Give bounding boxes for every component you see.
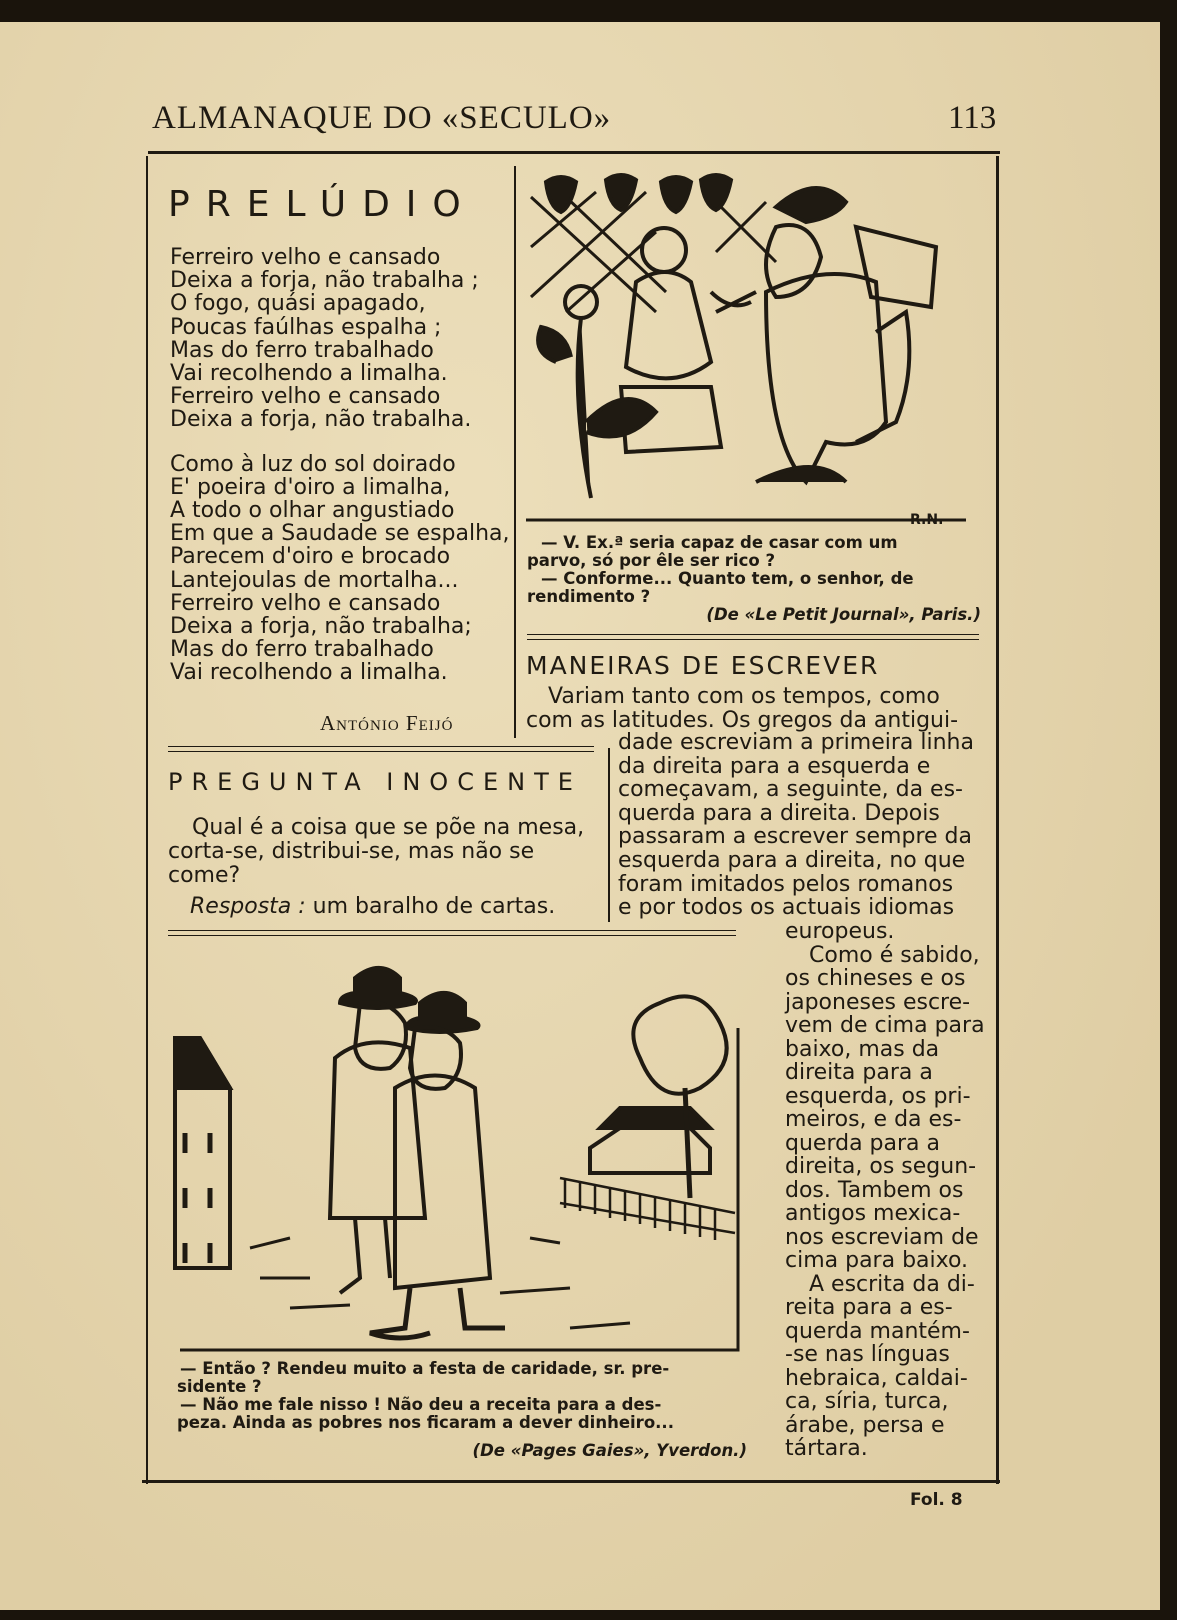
caption-line: peza. Ainda as pobres nos ficaram a dever dinheiro... xyxy=(177,1413,674,1432)
article-line: passaram a escrever sempre da xyxy=(618,824,972,850)
poem-line: Deixa a forja, não trabalha ; xyxy=(170,268,479,294)
answer-text: um baralho de cartas. xyxy=(305,894,556,919)
column-divider-top xyxy=(514,166,516,738)
frame-top-rule xyxy=(148,151,1000,154)
poem-line: Deixa a forja, não trabalha. xyxy=(170,407,472,433)
section-title-maneiras: MANEIRAS DE ESCREVER xyxy=(526,651,880,680)
section-rule xyxy=(527,634,979,640)
article-text-mid xyxy=(618,731,978,920)
poem-author: António Feijó xyxy=(320,711,454,735)
article-line: dos. Tambem os xyxy=(785,1177,964,1203)
poem-line: Ferreiro velho e cansado xyxy=(170,384,441,410)
answer-label: Resposta : xyxy=(190,894,306,919)
article-line: querda para a direita. Depois xyxy=(618,800,940,826)
caption-line: — V. Ex.ª seria capaz de casar com um xyxy=(541,533,898,552)
caption-line: — Então ? Rendeu muito a festa de caridade, sr. pre- xyxy=(180,1359,670,1378)
article-line: tártara. xyxy=(785,1436,868,1461)
article-line: antigos mexica- xyxy=(785,1201,961,1226)
article-line: dade escreviam a primeira linha xyxy=(618,730,974,755)
caption-source: (De «Pages Gaies», Yverdon.) xyxy=(472,1441,747,1460)
poem-line: Como à luz do sol doirado xyxy=(170,451,456,477)
article-line: meiros, e da es- xyxy=(785,1107,962,1132)
article-line: árabe, persa e xyxy=(785,1412,945,1438)
signature-mark: Fol. 8 xyxy=(910,1490,963,1510)
poem-line: Deixa a forja, não trabalha; xyxy=(170,614,472,640)
article-line: querda mantém- xyxy=(785,1318,970,1344)
poem-line: Ferreiro velho e cansado xyxy=(170,590,441,616)
poem-line: Mas do ferro trabalhado xyxy=(170,337,434,363)
article-line: -se nas línguas xyxy=(785,1342,950,1367)
article-line: A escrita da di- xyxy=(809,1271,975,1297)
poem-line: Ferreiro velho e cansado xyxy=(170,245,441,270)
poem-line: Parecem d'oiro e brocado xyxy=(170,544,451,570)
poem-body xyxy=(170,246,510,685)
frame-left-rule xyxy=(146,156,148,1484)
page-number: 113 xyxy=(948,100,997,136)
article-line: esquerda para a direita, no que xyxy=(618,847,966,873)
article-line: da direita para a esquerda e xyxy=(618,753,931,779)
column-divider-middle xyxy=(608,748,610,922)
caption-line: sidente ? xyxy=(177,1377,262,1396)
caption-line: rendimento ? xyxy=(527,587,651,606)
article-line: europeus. xyxy=(785,919,895,944)
poem-line: Lantejoulas de mortalha... xyxy=(170,567,459,593)
caption-line: — Conforme... Quanto tem, o senhor, de xyxy=(541,569,914,588)
poem-line: Vai recolhendo a limalha. xyxy=(170,361,448,387)
cartoon-illustration-couple xyxy=(526,172,976,532)
poem-line: A todo o olhar angustiado xyxy=(170,498,455,524)
running-header-title: ALMANAQUE DO «SECULO» xyxy=(152,100,612,136)
riddle-answer xyxy=(190,894,555,919)
article-line: baixo, mas da xyxy=(785,1036,940,1062)
article-line: direita para a xyxy=(785,1060,933,1085)
frame-right-rule xyxy=(996,156,999,1484)
article-line: começavam, a seguinte, da es- xyxy=(618,777,963,803)
article-text-full xyxy=(526,685,978,732)
cartoon-caption xyxy=(177,1360,747,1460)
article-line: nos escreviam de xyxy=(785,1224,979,1250)
cartoon-signature: R.N. xyxy=(910,512,944,528)
article-text-narrow xyxy=(785,919,985,1461)
poem-line: Vai recolhendo a limalha. xyxy=(170,660,448,686)
stanza-gap xyxy=(170,432,510,453)
cartoon-caption xyxy=(527,534,981,624)
article-line: com as latitudes. Os gregos da antigui- xyxy=(526,707,959,733)
article-line: querda para a xyxy=(785,1130,940,1156)
cartoon-illustration-two-men xyxy=(170,948,745,1353)
poem-line: E' poeira d'oiro a limalha, xyxy=(170,474,451,500)
article-line: foram imitados pelos romanos xyxy=(618,871,954,897)
poem-title: PRELÚDIO xyxy=(168,184,477,225)
poem-line: Poucas faúlhas espalha ; xyxy=(170,314,442,340)
article-line: cima para baixo. xyxy=(785,1248,969,1273)
article-line: e por todos os actuais idiomas xyxy=(618,895,955,921)
article-line: direita, os segun- xyxy=(785,1154,977,1179)
article-line: Como é sabido, xyxy=(809,942,980,968)
poem-line: O fogo, quási apagado, xyxy=(170,291,426,317)
article-line: reita para a es- xyxy=(785,1295,953,1320)
riddle-line: corta-se, distribui-se, mas não se xyxy=(168,839,535,864)
poem-line: Em que a Saudade se espalha, xyxy=(170,521,510,547)
caption-source: (De «Le Petit Journal», Paris.) xyxy=(706,605,981,624)
article-line: hebraica, caldai- xyxy=(785,1365,968,1391)
riddle-line: come? xyxy=(168,863,241,888)
article-line: Variam tanto com os tempos, como xyxy=(548,684,940,709)
caption-line: parvo, só por êle ser rico ? xyxy=(527,551,776,570)
poem-line: Mas do ferro trabalhado xyxy=(170,637,434,663)
article-line: japoneses escre- xyxy=(785,989,971,1015)
article-line: ca, síria, turca, xyxy=(785,1389,949,1414)
caption-line: — Não me fale nisso ! Não deu a receita para a des- xyxy=(180,1395,662,1414)
frame-bottom-rule xyxy=(142,1480,1000,1483)
section-rule xyxy=(168,746,594,752)
section-rule xyxy=(168,930,736,936)
article-line: esquerda, os pri- xyxy=(785,1083,971,1109)
article-line: vem de cima para xyxy=(785,1013,985,1038)
article-line: os chineses e os xyxy=(785,966,966,991)
riddle-line: Qual é a coisa que se põe na mesa, xyxy=(192,815,585,840)
section-title-pregunta: PREGUNTA INOCENTE xyxy=(168,768,582,796)
riddle-question xyxy=(168,816,594,888)
